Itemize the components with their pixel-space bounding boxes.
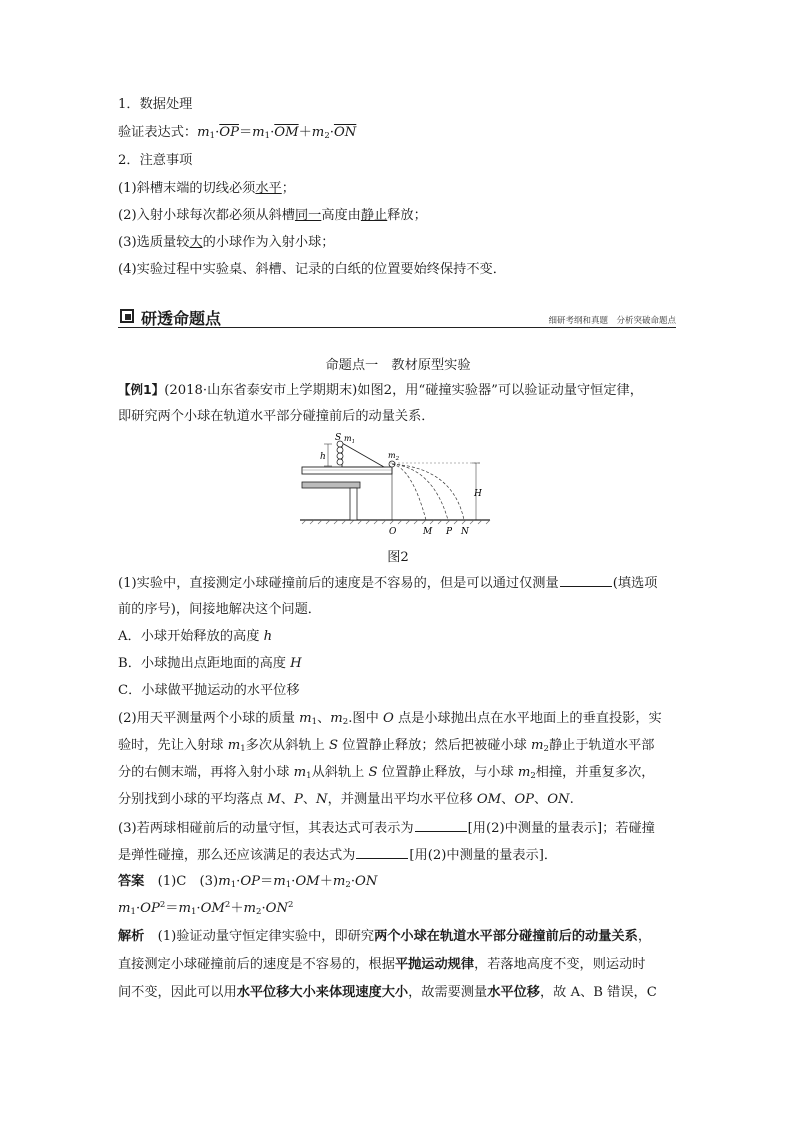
heading-data-processing: 1．数据处理: [118, 97, 193, 112]
text: .图中: [348, 711, 383, 726]
text: 验时，先让入射球: [118, 738, 228, 753]
note-1: [118, 180, 295, 198]
underlined-text: 静止: [360, 208, 388, 223]
symbol: ON: [265, 901, 289, 916]
text: (3)选质量较: [118, 235, 190, 250]
subscript: 1: [285, 880, 292, 890]
text: A．小球开始释放的高度: [118, 629, 264, 644]
label-m2: $m_2$: [388, 451, 400, 462]
text: (2018·山东省泰安市上学期期末)如图2，用“碰撞实验器”可以验证动量守恒定律，: [164, 383, 643, 398]
subscript: 2: [530, 771, 536, 781]
symbol: m: [218, 874, 231, 889]
section-header: [118, 306, 676, 328]
option-c: C．小球做平抛运动的水平位移: [118, 683, 300, 698]
symbol: S: [328, 738, 339, 753]
overline-on: $\overline{ON}$: [333, 125, 357, 140]
text: 位置静止释放，与小球: [377, 765, 518, 780]
symbol: m: [332, 874, 346, 889]
text: ，: [637, 929, 651, 944]
symbol: m: [118, 901, 131, 916]
section-title: 研透命题点: [141, 309, 222, 328]
bold-text: 平抛运动规律: [394, 957, 475, 972]
subscript: 2: [256, 907, 262, 917]
equals: ＝: [238, 125, 253, 140]
plus: ＋: [319, 874, 333, 889]
figure-caption: 图2: [387, 550, 409, 565]
equals: ＝: [260, 874, 274, 889]
symbol: m: [227, 738, 241, 753]
text: (1)C (3): [157, 874, 219, 889]
text: 点是小球抛出点在水平地面上的垂直投影，实: [393, 711, 662, 726]
text: (1)斜槽末端的切线必须: [118, 181, 256, 196]
symbol: S: [368, 765, 378, 780]
text: (3)若两球相碰前后的动量守恒，其表达式可表示为: [118, 821, 414, 836]
q2-line-2: [118, 737, 654, 755]
example-line-2: 即研究两个小球在轨道水平部分碰撞前后的动量关系．: [118, 409, 435, 424]
subscript: 2: [324, 131, 330, 141]
answer-blank: [415, 818, 467, 832]
text: ，并测量出平均水平位移: [327, 792, 477, 807]
dot: ·: [261, 901, 266, 916]
symbol: h: [263, 629, 273, 644]
answer-label: 答案: [118, 874, 145, 889]
formula-label: 验证表达式：: [118, 125, 198, 140]
bold-text: 两个小球在轨道水平部分碰撞前后的动量关系: [374, 929, 638, 944]
underlined-text: 水平: [255, 181, 282, 196]
text: 释放；: [387, 208, 427, 223]
text: 多次从斜轨上: [245, 738, 329, 753]
text: 的小球作为入射小球；: [202, 235, 335, 250]
overline-op: $\overline{OP}$: [219, 125, 239, 140]
option-a: [118, 628, 272, 646]
text: [用(2)中测量的量表示]．: [409, 848, 558, 863]
example-line-1: [118, 381, 643, 400]
symbol: ON: [355, 874, 378, 889]
dot: ·: [291, 874, 296, 889]
text: (1)验证动量守恒定律实验中，即研究: [157, 929, 375, 944]
subscript: 1: [264, 131, 271, 141]
symbol: OP: [514, 792, 535, 807]
text: 是弹性碰撞，那么还应该满足的表达式为: [118, 848, 356, 863]
q1-line-1: [118, 573, 657, 593]
subscript: 1: [306, 771, 312, 781]
verification-formula: [118, 124, 356, 142]
analysis-line-1: [118, 928, 651, 946]
heading-notes: 2．注意事项: [118, 153, 193, 168]
text: 、: [280, 792, 294, 807]
symbol: m: [299, 711, 312, 726]
label-h: h: [320, 452, 326, 462]
analysis-line-2: [118, 956, 646, 974]
symbol: N: [316, 792, 328, 807]
text: 、: [317, 711, 331, 726]
label-o: O: [389, 527, 397, 537]
q1-line-2: 前的序号)，间接地解决这个问题．: [118, 602, 321, 617]
dot: ·: [329, 125, 334, 140]
collision-apparatus-figure: [298, 432, 498, 542]
text: 、: [501, 792, 515, 807]
note-4: (4)实验过程中实验桌、斜槽、记录的白纸的位置要始终保持不变．: [118, 262, 506, 277]
symbol: OM: [200, 901, 225, 916]
symbol: m: [517, 765, 531, 780]
subscript: 2: [342, 717, 349, 727]
answer-line-2: [118, 900, 293, 918]
text: B．小球抛出点距地面的高度: [118, 656, 291, 671]
underlined-text: 同一: [294, 208, 322, 223]
text: 相撞，并重复多次，: [535, 765, 655, 780]
text: ；: [281, 181, 295, 196]
dot: ·: [196, 901, 201, 916]
symbol: OP: [140, 901, 160, 916]
plus: ＋: [230, 901, 244, 916]
text: 从斜轨上: [311, 765, 369, 780]
analysis-label: 解析: [118, 929, 145, 944]
text: 直接测定小球碰撞前后的速度是不容易的，根据: [118, 957, 395, 972]
symbol: m: [311, 125, 325, 140]
symbol: m: [273, 874, 286, 889]
answer-blank: [356, 845, 408, 859]
subscript: 1: [130, 907, 136, 917]
topic-title: 命题点一 教材原型实验: [325, 358, 471, 373]
symbol: OP: [240, 874, 261, 889]
text: 、: [534, 792, 548, 807]
superscript: 2: [159, 900, 166, 910]
text: (2)入射小球每次都必须从斜槽: [118, 208, 295, 223]
text: 分别找到小球的平均落点: [118, 792, 268, 807]
text: (填选项: [612, 576, 658, 591]
text: ，故需要测量: [408, 985, 488, 1000]
section-subtitle: 细研考纲和真题 分析突破命题点: [548, 316, 676, 326]
label-m1: $m_1$: [344, 434, 356, 445]
dot: ·: [135, 901, 141, 916]
symbol: M: [267, 792, 281, 807]
q2-line-3: [118, 764, 654, 782]
section-square-icon: [120, 309, 134, 323]
q3-line-1: [118, 818, 655, 838]
text: 位置静止释放；然后把被碰小球: [338, 738, 532, 753]
text: 分的右侧末端，再将入射小球: [118, 765, 294, 780]
symbol: m: [293, 765, 307, 780]
subscript: 1: [190, 907, 197, 917]
symbol: m: [252, 125, 265, 140]
label-n: N: [461, 527, 469, 537]
symbol: m: [243, 901, 257, 916]
symbol: m: [531, 738, 544, 753]
example-tag: 【例1】: [118, 382, 165, 397]
bold-text: 水平位移: [487, 985, 540, 1000]
subscript: 1: [230, 880, 237, 890]
symbol: OM: [295, 874, 320, 889]
bold-text: 水平位移大小来体现速度大小: [236, 985, 409, 1000]
overline-om: $\overline{OM}$: [274, 125, 299, 140]
text: (1)实验中，直接测定小球碰撞前后的速度是不容易的，但是可以通过仅测量: [118, 576, 559, 591]
dot: ·: [350, 874, 356, 889]
note-3: [118, 234, 335, 252]
superscript: 2: [224, 900, 231, 910]
text: ，故 A、B 错误，C: [540, 985, 657, 1000]
equals: ＝: [165, 901, 179, 916]
dot: ·: [215, 125, 220, 140]
symbol: H: [290, 656, 302, 671]
label-p: P: [446, 527, 453, 537]
symbol: OM: [476, 792, 502, 807]
note-2: [118, 207, 427, 225]
symbol: O: [382, 711, 394, 726]
text: 、: [302, 792, 317, 807]
answer-line-1: [118, 873, 377, 891]
q2-line-1: [118, 710, 662, 728]
text: .: [569, 792, 574, 807]
text: (2)用天平测量两个小球的质量: [118, 711, 300, 726]
symbol: m: [330, 711, 343, 726]
label-s: S: [335, 433, 342, 443]
subscript: 1: [209, 131, 216, 141]
text: 静止于轨道水平部: [548, 738, 655, 753]
q2-line-4: [118, 791, 574, 809]
symbol: m: [178, 901, 191, 916]
option-b: [118, 655, 302, 673]
superscript: 2: [288, 900, 294, 910]
dot: ·: [270, 125, 275, 140]
answer-blank: [560, 573, 612, 587]
section-rule: [118, 327, 676, 328]
dot: ·: [236, 874, 241, 889]
text: [用(2)中测量的量表示]；若碰撞: [467, 821, 655, 836]
symbol: P: [293, 792, 303, 807]
label-big-h: H: [474, 489, 482, 499]
subscript: 2: [345, 880, 351, 890]
symbol: ON: [547, 792, 570, 807]
q3-line-2: [118, 845, 557, 865]
subscript: 2: [543, 744, 549, 754]
text: 间不变，因此可以用: [118, 985, 237, 1000]
underlined-text: 大: [189, 235, 203, 250]
plus: ＋: [298, 125, 312, 140]
label-m: M: [423, 527, 433, 537]
subscript: 1: [240, 744, 246, 754]
text: ，若落地高度不变，则运动时: [474, 957, 646, 972]
symbol: m: [197, 125, 210, 140]
subscript: 1: [311, 717, 318, 727]
analysis-line-3: [118, 984, 657, 1002]
text: 高度由: [321, 208, 361, 223]
